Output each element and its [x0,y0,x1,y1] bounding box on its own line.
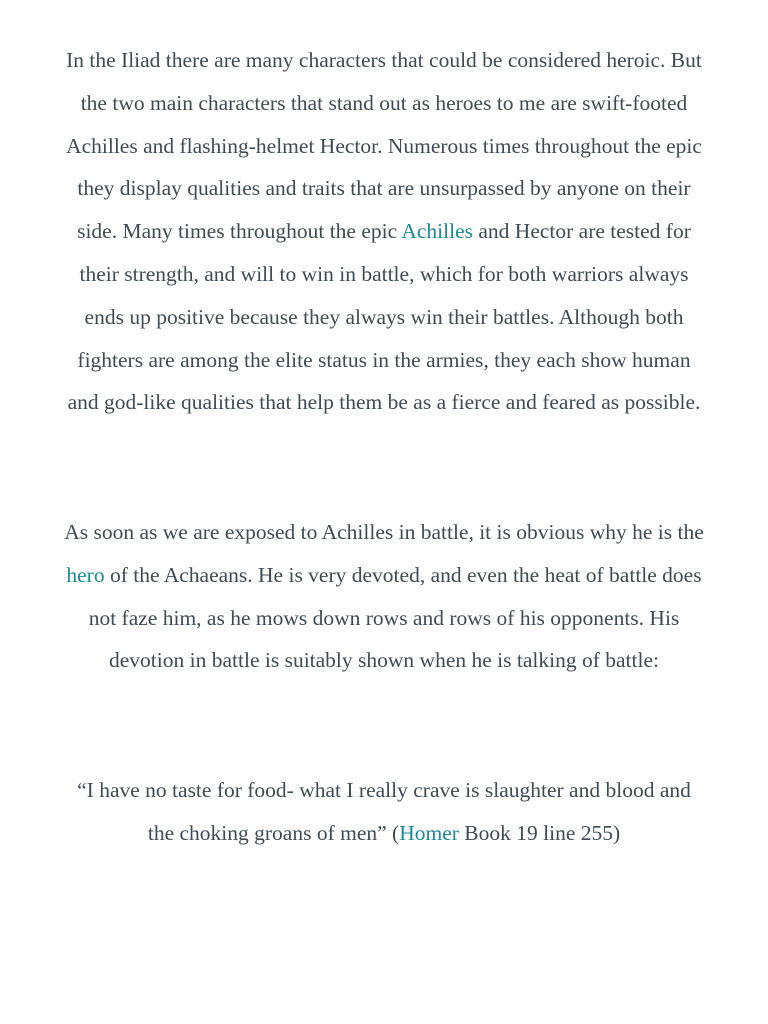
text-line [0,210,768,253]
text-line [0,812,768,855]
text-line: they display qualities and traits that are unsurpassed by anyone on their [77,176,691,201]
text-segment: of the Achaeans. He is very devoted, and even the heat of battle does [104,562,702,587]
text-line: the two main characters that stand out as heroes to me are swift-footed [80,90,688,115]
paragraph-quote [0,769,768,855]
text-line: fighters are among the elite status in the armies, they each show human [77,347,691,372]
text-line: Achilles and flashing-helmet Hector. Numerous times throughout the epic [66,133,702,158]
paragraph-achilles-battle [0,511,768,682]
text-line: ends up positive because they always win their battles. Although both [84,304,684,329]
text-line: devotion in battle is suitably shown when he is talking of battle: [109,648,659,673]
text-line: and god-like qualities that help them be as a fierce and feared as possible. [67,390,701,415]
text-line: their strength, and will to win in battle, which for both warriors always [79,261,689,286]
hero-link[interactable]: hero [66,562,105,587]
text-line: As soon as we are exposed to Achilles in battle, it is obvious why he is the [64,520,704,544]
text-line: not faze him, as he mows down rows and rows of his opponents. His [88,605,680,630]
paragraph-intro [0,39,768,424]
text-line [0,554,768,597]
homer-link[interactable]: Homer [399,820,459,845]
text-segment: side. Many times throughout the epic [77,219,402,244]
text-line: “I have no taste for food- what I really crave is slaughter and blood and [77,778,691,802]
text-segment: Book 19 line 255) [458,820,621,845]
achilles-link[interactable]: Achilles [401,219,473,244]
text-segment: the choking groans of men” ( [147,820,400,845]
text-segment: and Hector are tested for [473,219,691,244]
text-line: In the Iliad there are many characters that could be considered heroic. But [66,48,702,72]
